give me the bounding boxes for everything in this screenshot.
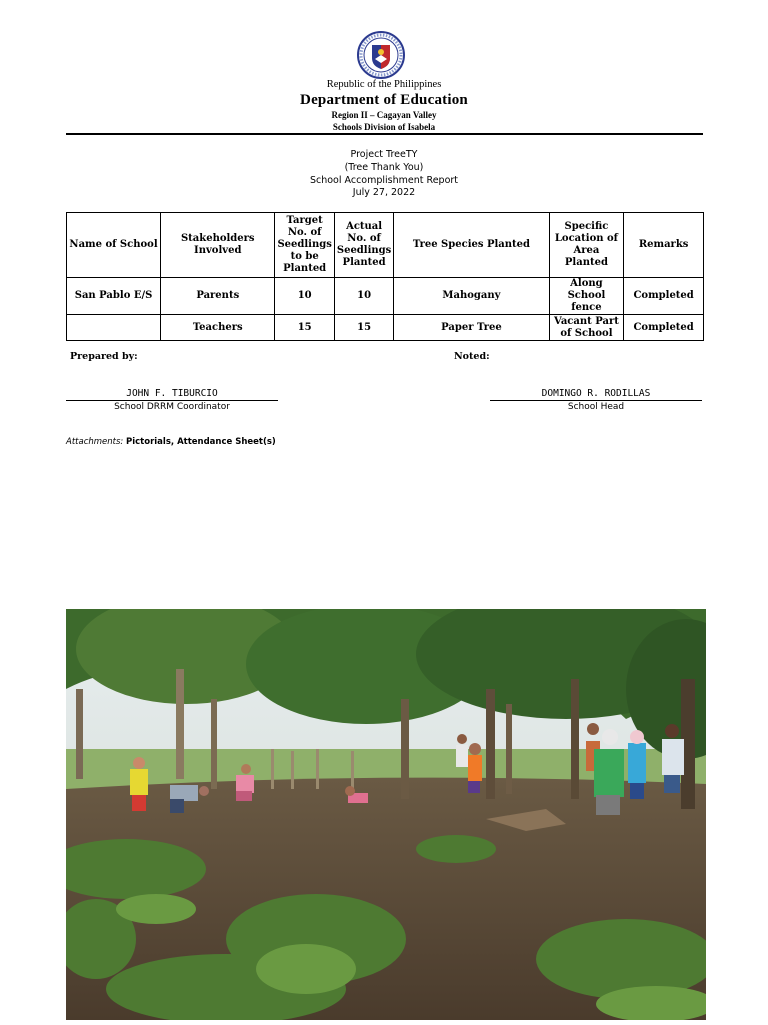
republic-line: Republic of the Philippines <box>326 79 442 90</box>
attachments-line <box>66 437 276 447</box>
table-cell: 15 <box>334 315 393 341</box>
column-header: Target No. of Seedlings to be Planted <box>275 213 334 278</box>
table-cell: Teachers <box>161 315 275 341</box>
table-row <box>67 315 704 341</box>
division-line: Schools Division of Isabela <box>332 122 436 132</box>
project-subtitle: (Tree Thank You) <box>344 162 424 173</box>
table-cell: Parents <box>161 278 275 315</box>
column-header: Specific Location of Area Planted <box>549 213 624 278</box>
table-cell: Completed <box>624 315 704 341</box>
report-title: School Accomplishment Report <box>309 175 459 186</box>
noter-role: School Head <box>567 402 625 412</box>
noter-signature-line <box>490 400 702 401</box>
preparer-signature-line <box>66 400 278 401</box>
report-date: July 27, 2022 <box>352 187 416 198</box>
column-header: Name of School <box>67 213 161 278</box>
table-row <box>67 278 704 315</box>
noted-label: Noted: <box>454 351 490 362</box>
preparer-name: JOHN F. TIBURCIO <box>126 388 218 399</box>
attachments-label: Attachments: <box>66 437 124 447</box>
column-header: Tree Species Planted <box>394 213 549 278</box>
table-cell: 10 <box>275 278 334 315</box>
table-cell <box>67 315 161 341</box>
table-cell: 15 <box>275 315 334 341</box>
table-cell: 10 <box>334 278 393 315</box>
noter-name: DOMINGO R. RODILLAS <box>541 388 651 399</box>
table-cell: Along School fence <box>549 278 624 315</box>
column-header: Stakeholders Involved <box>161 213 275 278</box>
table-cell: Completed <box>624 278 704 315</box>
attachments-value: Pictorials, Attendance Sheet(s) <box>125 437 276 447</box>
table-header-row <box>67 213 704 278</box>
table-cell: Paper Tree <box>394 315 549 341</box>
table-cell: San Pablo E/S <box>67 278 161 315</box>
project-name: Project TreeTY <box>350 149 418 160</box>
column-header: Remarks <box>624 213 704 278</box>
column-header: Actual No. of Seedlings Planted <box>334 213 393 278</box>
department-title: Department of Education <box>300 92 468 108</box>
accomplishment-table <box>66 212 704 341</box>
table-cell: Vacant Part of School <box>549 315 624 341</box>
table-cell: Mahogany <box>394 278 549 315</box>
header-divider <box>66 133 703 135</box>
prepared-by-label: Prepared by: <box>70 351 138 362</box>
preparer-role: School DRRM Coordinator <box>114 402 230 412</box>
region-line: Region II – Cagayan Valley <box>331 110 437 120</box>
deped-seal-icon <box>357 31 405 79</box>
tree-planting-photo <box>66 609 706 1020</box>
